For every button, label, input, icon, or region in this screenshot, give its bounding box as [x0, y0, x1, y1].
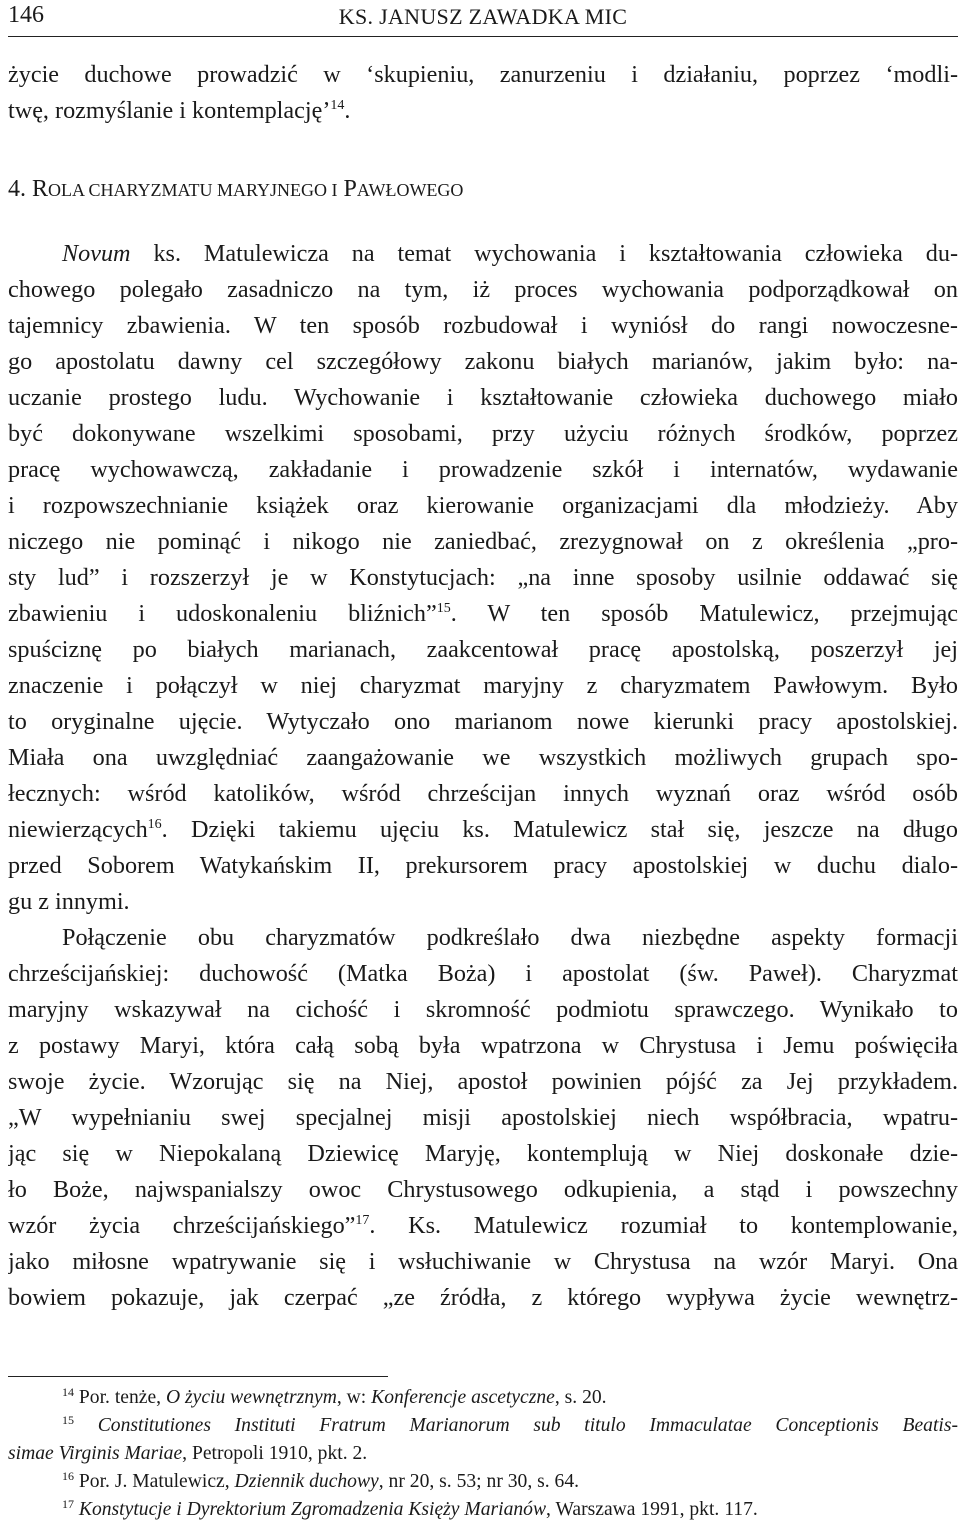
text-line: jako miłosne wpatrywanie się i wsłuchiwanie w Chrystusa na wzór Maryi. Ona	[8, 1248, 958, 1275]
text-segment: twę, rozmyślanie i kontemplację’	[8, 97, 331, 124]
text-line	[8, 812, 958, 848]
text-line	[8, 236, 958, 272]
text-segment: zbawieniu i udoskonaleniu bliźnich”	[8, 600, 437, 627]
footnote-segment: , s. 20.	[554, 1387, 607, 1408]
text-line: chrześcijańskiej: duchowość (Matka Boża) i apostolat (św. Paweł). Charyzmat	[8, 960, 958, 987]
heading-segment: OLA CHARYZMATU MARYJNEGO I	[48, 180, 338, 200]
text-line: Połączenie obu charyzmatów podkreślało dwa niezbędne aspekty formacji	[62, 924, 958, 951]
text-line: „W wypełnianiu swej specjalnej misji apostolskiej niech współbracia, wpatru-	[8, 1104, 958, 1131]
footnote-segment: simae Virginis Mariae	[8, 1443, 183, 1464]
text-line: znaczenie i połączył w niej charyzmat maryjny z charyzmatem Pawłowym. Było	[8, 672, 958, 699]
running-head: KS. JANUSZ ZAWADKA MIC	[338, 4, 628, 29]
text-line: pracę wychowawczą, zakładanie i prowadzenie szkół i internatów, wydawanie	[8, 456, 958, 483]
text-line: ło Boże, najwspanialszy owoc Chrystusowego odkupienia, a stąd i powszechny	[8, 1176, 958, 1203]
section-heading	[8, 171, 958, 207]
text-segment: niewierzących	[8, 816, 148, 843]
text-segment: . W ten sposób Matulewicz, przejmując	[450, 600, 958, 627]
text-line	[8, 93, 958, 129]
text-segment: . Dzięki takiemu ujęciu ks. Matulewicz stał się, jeszcze na długo	[161, 816, 958, 843]
text-line: gu z innymi.	[8, 888, 130, 915]
footnote-17	[8, 1496, 958, 1524]
footnote-separator	[8, 1376, 388, 1377]
text-line: być dokonywane wszelkimi sposobami, przy użyciu różnych środków, poprzez	[8, 420, 958, 447]
footnote-ref: 16	[147, 817, 162, 832]
footnote-segment: O życiu wewnętrznym	[165, 1387, 337, 1408]
text-line: życie duchowe prowadzić w ‘skupieniu, zanurzeniu i działaniu, poprzez ‘modli-	[8, 61, 958, 88]
text-line: bowiem pokazuje, jak czerpać „ze źródła, z którego wypływa życie wewnętrz-	[8, 1284, 958, 1311]
text-line: chowego polegało zasadniczo na tym, iż proces wychowania podporządkował on	[8, 276, 958, 303]
footnote-mark: 15	[62, 1413, 74, 1427]
footnote-segment: Konferencje ascetyczne	[371, 1387, 555, 1408]
text-segment: Novum	[62, 240, 131, 267]
text-line: swoje życie. Wzorując się na Niej, apostoł powinien pójść za Jej przykładem.	[8, 1068, 958, 1095]
footnote-segment: Constitutiones Instituti Fratrum Marianorum sub titulo Immaculatae Conceptionis Beatis-	[74, 1415, 958, 1436]
text-line: go apostolatu dawny cel szczegółowy zakonu białych marianów, jakim było: na-	[8, 348, 958, 375]
footnote-segment: , w:	[336, 1387, 372, 1408]
heading-segment: 4. R	[8, 176, 49, 202]
page-number: 146	[8, 2, 44, 28]
text-segment: .	[344, 97, 351, 124]
text-line: Miała ona uwzględniać zaangażowanie we wszystkich możliwych grupach spo-	[8, 744, 958, 771]
footnote-segment: Konstytucje i Dyrektorium Zgromadzenia Księży Marianów	[74, 1499, 547, 1520]
text-line	[8, 1208, 958, 1244]
text-line: maryjny wskazywał na cichość i skromność podmiotu sprawczego. Wynikało to	[8, 996, 958, 1023]
footnote-15	[8, 1412, 958, 1440]
text-segment: ks. Matulewicza na temat wychowania i kształtowania człowieka du-	[130, 240, 958, 267]
footnote-mark: 16	[62, 1469, 74, 1483]
footnote-segment: , Warszawa 1991, pkt. 117.	[546, 1499, 758, 1520]
text-line: to oryginalne ujęcie. Wytyczało ono marianom nowe kierunki pracy apostolskiej.	[8, 708, 958, 735]
text-line: tajemnicy zbawienia. W ten sposób rozbudował i wyniósł do rangi nowoczesne-	[8, 312, 958, 339]
text-line: przed Soborem Watykańskim II, prekursorem pracy apostolskiej w duchu dialo-	[8, 852, 958, 879]
footnote-segment: Por. J. Matulewicz,	[74, 1471, 235, 1492]
footnote-16	[8, 1468, 958, 1496]
footnote-ref: 17	[355, 1213, 370, 1228]
text-line: uczanie prostego ludu. Wychowanie i kształtowanie człowieka duchowego miało	[8, 384, 958, 411]
text-line: z postawy Maryi, która całą sobą była wpatrzona w Chrystusa i Jemu poświęciła	[8, 1032, 958, 1059]
text-segment: wzór życia chrześcijańskiego”	[8, 1212, 356, 1239]
text-line: łecznych: wśród katolików, wśród chrześcijan innych wyznań oraz wśród osób	[8, 780, 958, 807]
text-line: i rozpowszechnianie książek oraz kierowanie organizacjami dla młodzieży. Aby	[8, 492, 958, 519]
text-line: jąc się w Niepokalaną Dziewicę Maryję, kontemplują w Niej doskonałe dzie-	[8, 1140, 958, 1167]
heading-segment: P	[337, 176, 357, 202]
text-line: niczego nie pominąć i nikogo nie zaniedbać, zrezygnował on z określenia „pro-	[8, 528, 958, 555]
footnote-segment: , nr 20, s. 53; nr 30, s. 64.	[378, 1471, 580, 1492]
text-line: sty lud” i rozszerzył je w Konstytucjach: „na inne sposoby usilnie oddawać się	[8, 564, 958, 591]
footnote-ref: 14	[330, 98, 345, 113]
footnote-15-continuation	[8, 1440, 958, 1468]
footnote-mark: 17	[62, 1497, 74, 1511]
text-line: spuściznę po białych marianach, zaakcentował pracę apostolską, poszerzył jej	[8, 636, 958, 663]
text-segment: . Ks. Matulewicz rozumiał to kontemplowanie,	[369, 1212, 958, 1239]
footnote-14	[8, 1384, 958, 1412]
heading-segment: AWŁOWEGO	[356, 180, 464, 200]
footnote-segment: , Petropoli 1910, pkt. 2.	[182, 1443, 368, 1464]
footnote-ref: 15	[436, 601, 451, 616]
footnote-mark: 14	[62, 1385, 74, 1399]
page-header	[8, 0, 958, 37]
text-line	[8, 596, 958, 632]
footnote-segment: Por. tenże,	[74, 1387, 166, 1408]
footnote-segment: Dziennik duchowy	[234, 1471, 379, 1492]
